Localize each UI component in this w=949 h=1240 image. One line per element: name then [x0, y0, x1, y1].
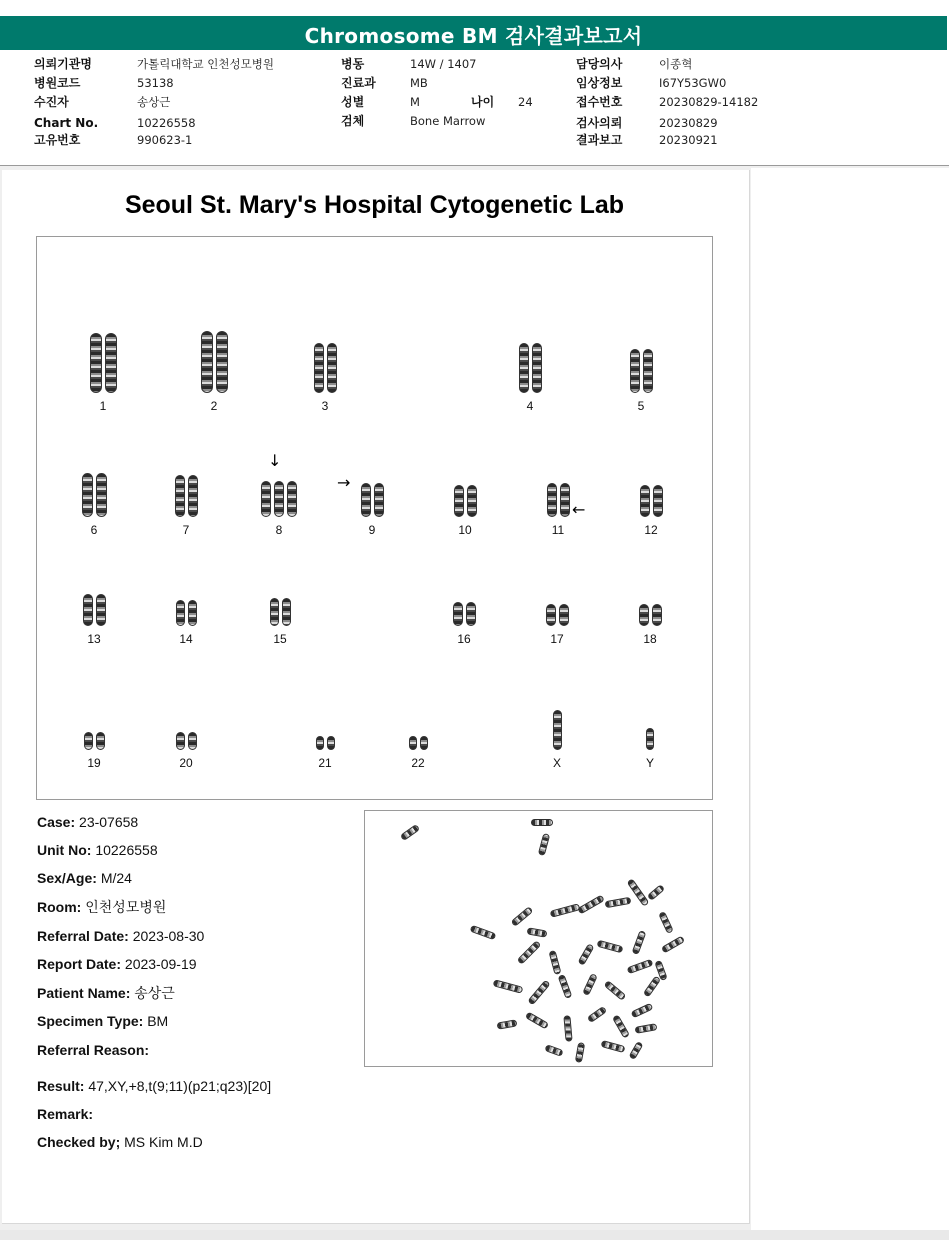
chromosome-22-homolog [420, 736, 428, 750]
info-value-sex: M [410, 95, 420, 109]
field-case-label: Case: [37, 814, 76, 830]
chromosome-label-1: 1 [99, 399, 107, 413]
chromosome-16-homolog [453, 602, 463, 626]
chromosome-2-homolog [201, 331, 213, 393]
chromosome-15-homolog [282, 598, 291, 626]
info-value-specimen: Bone Marrow [410, 114, 486, 128]
chromosome-label-12: 12 [644, 523, 658, 537]
chromosome-13-homolog [96, 594, 106, 626]
info-value-ward: 14W / 1407 [410, 57, 477, 71]
metaphase-chromosome [647, 884, 665, 901]
metaphase-chromosome [575, 1042, 585, 1063]
field-remark-label: Remark: [37, 1106, 94, 1122]
info-label-department: 진료과 [341, 76, 376, 90]
metaphase-chromosome [643, 975, 661, 997]
field-sex-age [37, 869, 132, 887]
metaphase-chromosome [544, 1044, 563, 1057]
info-label-ward: 병동 [341, 57, 365, 71]
metaphase-chromosome [605, 897, 632, 908]
info-label-institution: 의뢰기관명 [34, 57, 92, 71]
info-value-hospital-code: 53138 [137, 76, 174, 90]
field-report-date [37, 955, 197, 973]
chromosome-19-homolog [96, 732, 105, 750]
info-label-test-request: 검사의뢰 [576, 116, 623, 130]
patient-info-header [0, 50, 949, 166]
chromosome-x-homolog [553, 710, 562, 750]
chromosome-label-15: 15 [273, 632, 287, 646]
chromosome-22-homolog [409, 736, 417, 750]
metaphase-chromosome [612, 1014, 630, 1038]
metaphase-chromosome [517, 940, 542, 965]
metaphase-chromosome [577, 894, 605, 914]
chromosome-label-17: 17 [550, 632, 564, 646]
metaphase-chromosome [632, 930, 647, 955]
metaphase-chromosome [527, 980, 550, 1006]
info-label-hospital-code: 병원코드 [34, 76, 81, 90]
field-case [37, 813, 138, 831]
field-patient-name-value: 송상근 [134, 985, 175, 1001]
chromosome-label-19: 19 [87, 756, 101, 770]
chromosome-label-4: 4 [526, 399, 534, 413]
arrow-chr9-icon: → [337, 473, 351, 492]
info-label-clinical-info: 임상정보 [576, 76, 623, 90]
field-specimen-type [37, 1012, 168, 1030]
field-referral-reason-label: Referral Reason: [37, 1042, 150, 1058]
metaphase-chromosome [627, 959, 654, 974]
chromosome-20-homolog [188, 732, 197, 750]
chromosome-17-homolog [546, 604, 556, 626]
info-value-result-report: 20230921 [659, 133, 718, 147]
chromosome-label-11: 11 [551, 523, 565, 537]
chromosome-13-homolog [83, 594, 93, 626]
chromosome-9-homolog [374, 483, 384, 517]
field-unit-no-value: 10226558 [95, 842, 158, 858]
chromosome-16-homolog [466, 602, 476, 626]
chromosome-label-9: 9 [368, 523, 376, 537]
field-sex-age-label: Sex/Age: [37, 870, 97, 886]
chromosome-8-homolog [274, 481, 284, 517]
report-title: Chromosome BM 검사결과보고서 [0, 16, 947, 56]
chromosome-11-homolog [547, 483, 557, 517]
chromosome-14-homolog [176, 600, 185, 626]
info-label-patient: 수진자 [34, 95, 69, 109]
metaphase-chromosome [658, 911, 674, 934]
metaphase-chromosome [563, 1015, 572, 1042]
chromosome-18-homolog [639, 604, 649, 626]
metaphase-spread-image [364, 810, 713, 1067]
chromosome-label-7: 7 [182, 523, 190, 537]
info-value-age: 24 [518, 95, 533, 109]
chromosome-label-2: 2 [210, 399, 218, 413]
field-remark [37, 1105, 93, 1123]
chromosome-4-homolog [532, 343, 542, 393]
metaphase-chromosome [582, 973, 598, 996]
metaphase-chromosome [538, 833, 550, 856]
metaphase-chromosome [497, 1019, 518, 1029]
field-unit-no [37, 841, 158, 859]
chromosome-label-y: Y [645, 756, 654, 770]
chromosome-label-14: 14 [179, 632, 193, 646]
chromosome-8-homolog [287, 481, 297, 517]
field-room-label: Room: [37, 899, 82, 915]
chromosome-label-6: 6 [90, 523, 98, 537]
info-value-clinical-info: I67Y53GW0 [659, 76, 727, 90]
field-referral-reason [37, 1041, 149, 1059]
field-report-date-value: 2023-09-19 [124, 956, 197, 972]
metaphase-chromosome [577, 943, 594, 966]
chromosome-20-homolog [176, 732, 185, 750]
info-value-department: MB [410, 76, 428, 90]
info-value-receipt-no: 20230829-14182 [659, 95, 759, 109]
chromosome-5-homolog [643, 349, 653, 393]
chromosome-21-homolog [316, 736, 324, 750]
metaphase-chromosome [400, 824, 420, 841]
info-label-sex: 성별 [341, 95, 365, 109]
field-sex-age-value: M/24 [100, 870, 132, 886]
chromosome-label-5: 5 [637, 399, 645, 413]
field-unit-no-label: Unit No: [37, 842, 92, 858]
chromosome-10-homolog [454, 485, 464, 517]
arrow-chr8-icon: ↓ [268, 451, 282, 470]
arrow-chr11-icon: ← [572, 500, 586, 519]
field-referral-date [37, 927, 204, 945]
chromosome-7-homolog [188, 475, 198, 517]
info-value-patient: 송상근 [137, 95, 171, 109]
chromosome-6-homolog [96, 473, 107, 517]
field-referral-date-value: 2023-08-30 [132, 928, 205, 944]
metaphase-chromosome [470, 925, 497, 940]
chromosome-6-homolog [82, 473, 93, 517]
chromosome-label-22: 22 [411, 756, 425, 770]
field-referral-date-label: Referral Date: [37, 928, 129, 944]
chromosome-1-homolog [90, 333, 102, 393]
metaphase-chromosome [531, 819, 553, 826]
metaphase-chromosome [550, 903, 581, 918]
field-specimen-type-label: Specimen Type: [37, 1013, 144, 1029]
info-label-chart-no: Chart No. [34, 116, 99, 130]
field-result-label: Result: [37, 1078, 85, 1094]
info-value-chart-no: 10226558 [137, 116, 196, 130]
chromosome-17-homolog [559, 604, 569, 626]
chromosome-label-18: 18 [643, 632, 657, 646]
metaphase-chromosome [597, 940, 624, 953]
metaphase-chromosome [558, 974, 573, 999]
field-room-value: 인천성모병원 [85, 899, 167, 915]
field-result-value: 47,XY,+8,t(9;11)(p21;q23)[20] [88, 1078, 272, 1094]
field-room [37, 898, 166, 916]
lab-title: Seoul St. Mary's Hospital Cytogenetic Lab [124, 191, 625, 219]
chromosome-label-10: 10 [458, 523, 472, 537]
metaphase-chromosome [635, 1023, 658, 1034]
metaphase-chromosome [527, 927, 548, 937]
page-bottom-edge [0, 1230, 949, 1240]
metaphase-chromosome [511, 906, 534, 927]
field-patient-name-label: Patient Name: [37, 985, 131, 1001]
chromosome-10-homolog [467, 485, 477, 517]
chromosome-8-homolog [261, 481, 271, 517]
metaphase-chromosome [525, 1011, 549, 1029]
chromosome-4-homolog [519, 343, 529, 393]
chromosome-label-20: 20 [179, 756, 193, 770]
info-value-physician: 이종혁 [659, 57, 693, 71]
report-banner [0, 0, 949, 50]
chromosome-label-16: 16 [457, 632, 471, 646]
metaphase-chromosome [493, 979, 524, 994]
metaphase-chromosome [549, 950, 562, 975]
metaphase-chromosome [628, 1041, 643, 1060]
info-label-result-report: 결과보고 [576, 133, 623, 147]
field-checked-by-label: Checked by; [37, 1134, 121, 1150]
chromosome-19-homolog [84, 732, 93, 750]
field-patient-name [37, 984, 175, 1002]
info-value-test-request: 20230829 [659, 116, 718, 130]
metaphase-chromosome [604, 980, 627, 1001]
chromosome-18-homolog [652, 604, 662, 626]
info-value-unique-no: 990623-1 [137, 133, 193, 147]
info-label-age: 나이 [471, 95, 495, 109]
field-result [37, 1077, 271, 1095]
chromosome-label-8: 8 [275, 523, 283, 537]
chromosome-7-homolog [175, 475, 185, 517]
chromosome-y-homolog [646, 728, 654, 750]
chromosome-label-3: 3 [321, 399, 329, 413]
info-label-unique-no: 고유번호 [34, 133, 81, 147]
chromosome-2-homolog [216, 331, 228, 393]
chromosome-12-homolog [640, 485, 650, 517]
field-specimen-type-value: BM [147, 1013, 169, 1029]
chromosome-label-21: 21 [318, 756, 332, 770]
metaphase-chromosome [587, 1006, 607, 1023]
chromosome-1-homolog [105, 333, 117, 393]
chromosome-5-homolog [630, 349, 640, 393]
field-checked-by-value: MS Kim M.D [124, 1134, 203, 1150]
chromosome-3-homolog [314, 343, 324, 393]
chromosome-label-x: X [552, 756, 561, 770]
chromosome-14-homolog [188, 600, 197, 626]
chromosome-21-homolog [327, 736, 335, 750]
field-case-value: 23-07658 [79, 814, 139, 830]
page-margin [751, 168, 949, 1230]
chromosome-label-13: 13 [87, 632, 101, 646]
metaphase-chromosome [631, 1003, 654, 1019]
info-value-institution: 가톨릭대학교 인천성모병원 [137, 57, 274, 71]
field-report-date-label: Report Date: [37, 956, 122, 972]
chromosome-11-homolog [560, 483, 570, 517]
info-label-physician: 담당의사 [576, 57, 623, 71]
metaphase-chromosome [601, 1040, 626, 1053]
chromosome-9-homolog [361, 483, 371, 517]
karyotype-image [36, 236, 713, 800]
chromosome-12-homolog [653, 485, 663, 517]
chromosome-3-homolog [327, 343, 337, 393]
metaphase-chromosome [661, 935, 685, 953]
chromosome-15-homolog [270, 598, 279, 626]
field-checked-by [37, 1133, 203, 1151]
info-label-receipt-no: 접수번호 [576, 95, 623, 109]
info-label-specimen: 검체 [341, 114, 365, 128]
